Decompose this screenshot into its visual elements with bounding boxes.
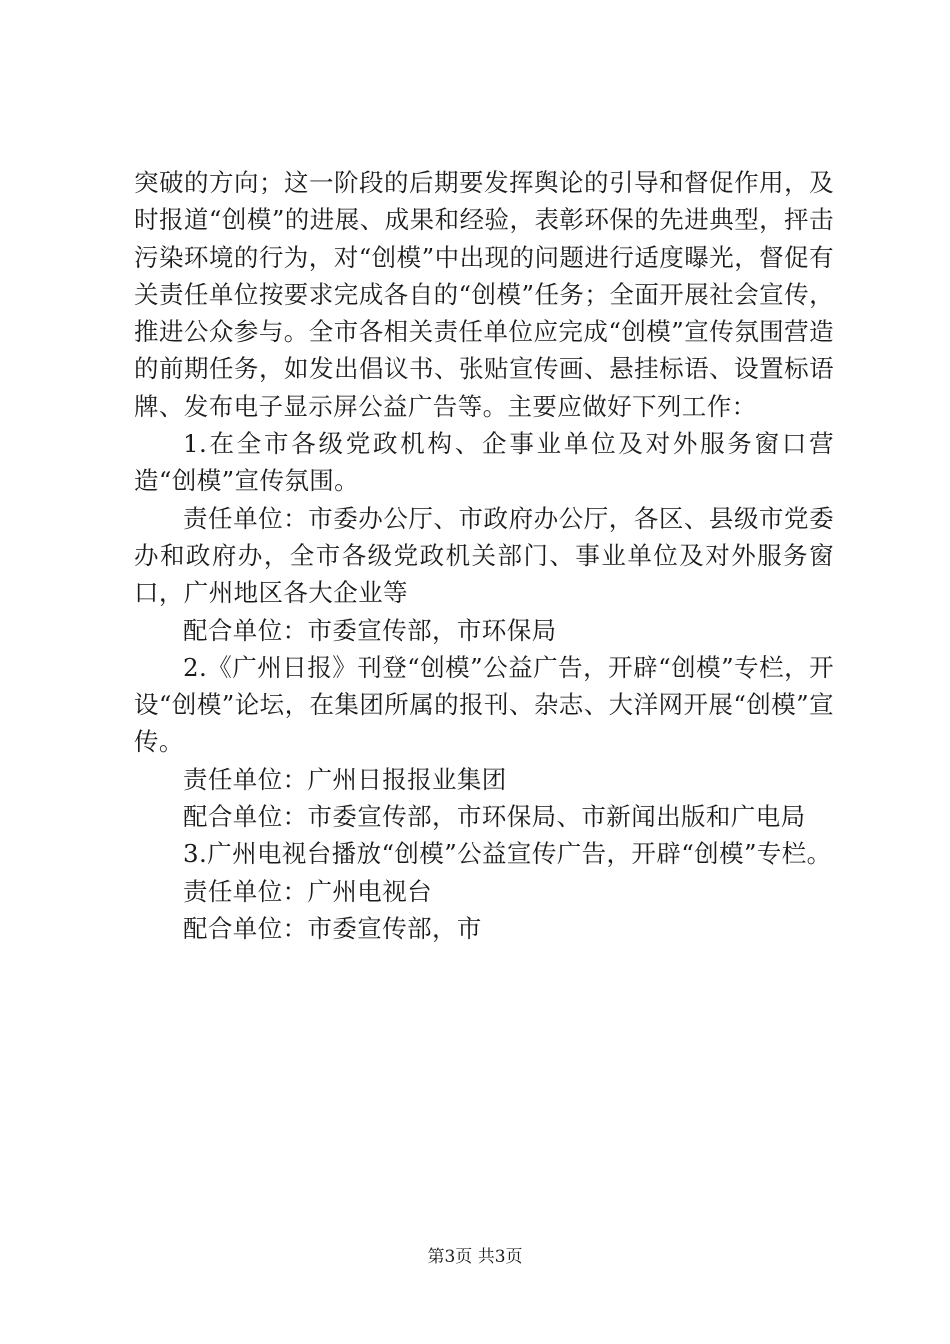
paragraph-item-3: 3.广州电视台播放“创模”公益宣传广告，开辟“创模”专栏。 <box>183 839 832 869</box>
paragraph-item-2-cooperating: 配合单位：市委宣传部，市环保局、市新闻出版和广电局 <box>183 802 806 832</box>
document-body <box>134 164 834 947</box>
page-number-footer: 第3页 共3页 <box>427 1247 523 1267</box>
paragraph-item-3-responsible: 责任单位：广州电视台 <box>183 876 432 906</box>
paragraph-item-1: 1.在全市各级党政机构、企事业单位及对外服务窗口营造“创模”宣传氛围。 <box>134 429 834 496</box>
paragraph-item-3-cooperating: 配合单位：市委宣传部，市 <box>183 913 482 943</box>
paragraph-intro: 突破的方向；这一阶段的后期要发挥舆论的引导和督促作用，及时报道“创模”的进展、成果和经验，表彰环保的先进典型，抨击污染环境的行为，对“创模”中出现的问题进行适度曝光，督促有关责任单位按要求完成各自的“创模”任务；全面开展社会宣传，推进公众参与。全市各相关责任单位应完成“创模”宣传氛围营造的前期任务，如发出倡议书、张贴宣传画、悬挂标语、设置标语牌、发布电子显示屏公益广告等。主要应做好下列工作： <box>134 168 834 421</box>
paragraph-item-1-cooperating: 配合单位：市委宣传部，市环保局 <box>183 615 557 645</box>
paragraph-item-2-responsible: 责任单位：广州日报报业集团 <box>183 764 507 794</box>
paragraph-item-1-responsible: 责任单位：市委办公厅、市政府办公厅，各区、县级市党委办和政府办，全市各级党政机关部门、事业单位及对外服务窗口，广州地区各大企业等 <box>134 503 834 608</box>
paragraph-item-2: 2.《广州日报》刊登“创模”公益广告，开辟“创模”专栏，开设“创模”论坛，在集团所属的报刊、杂志、大洋网开展“创模”宣传。 <box>134 652 834 757</box>
